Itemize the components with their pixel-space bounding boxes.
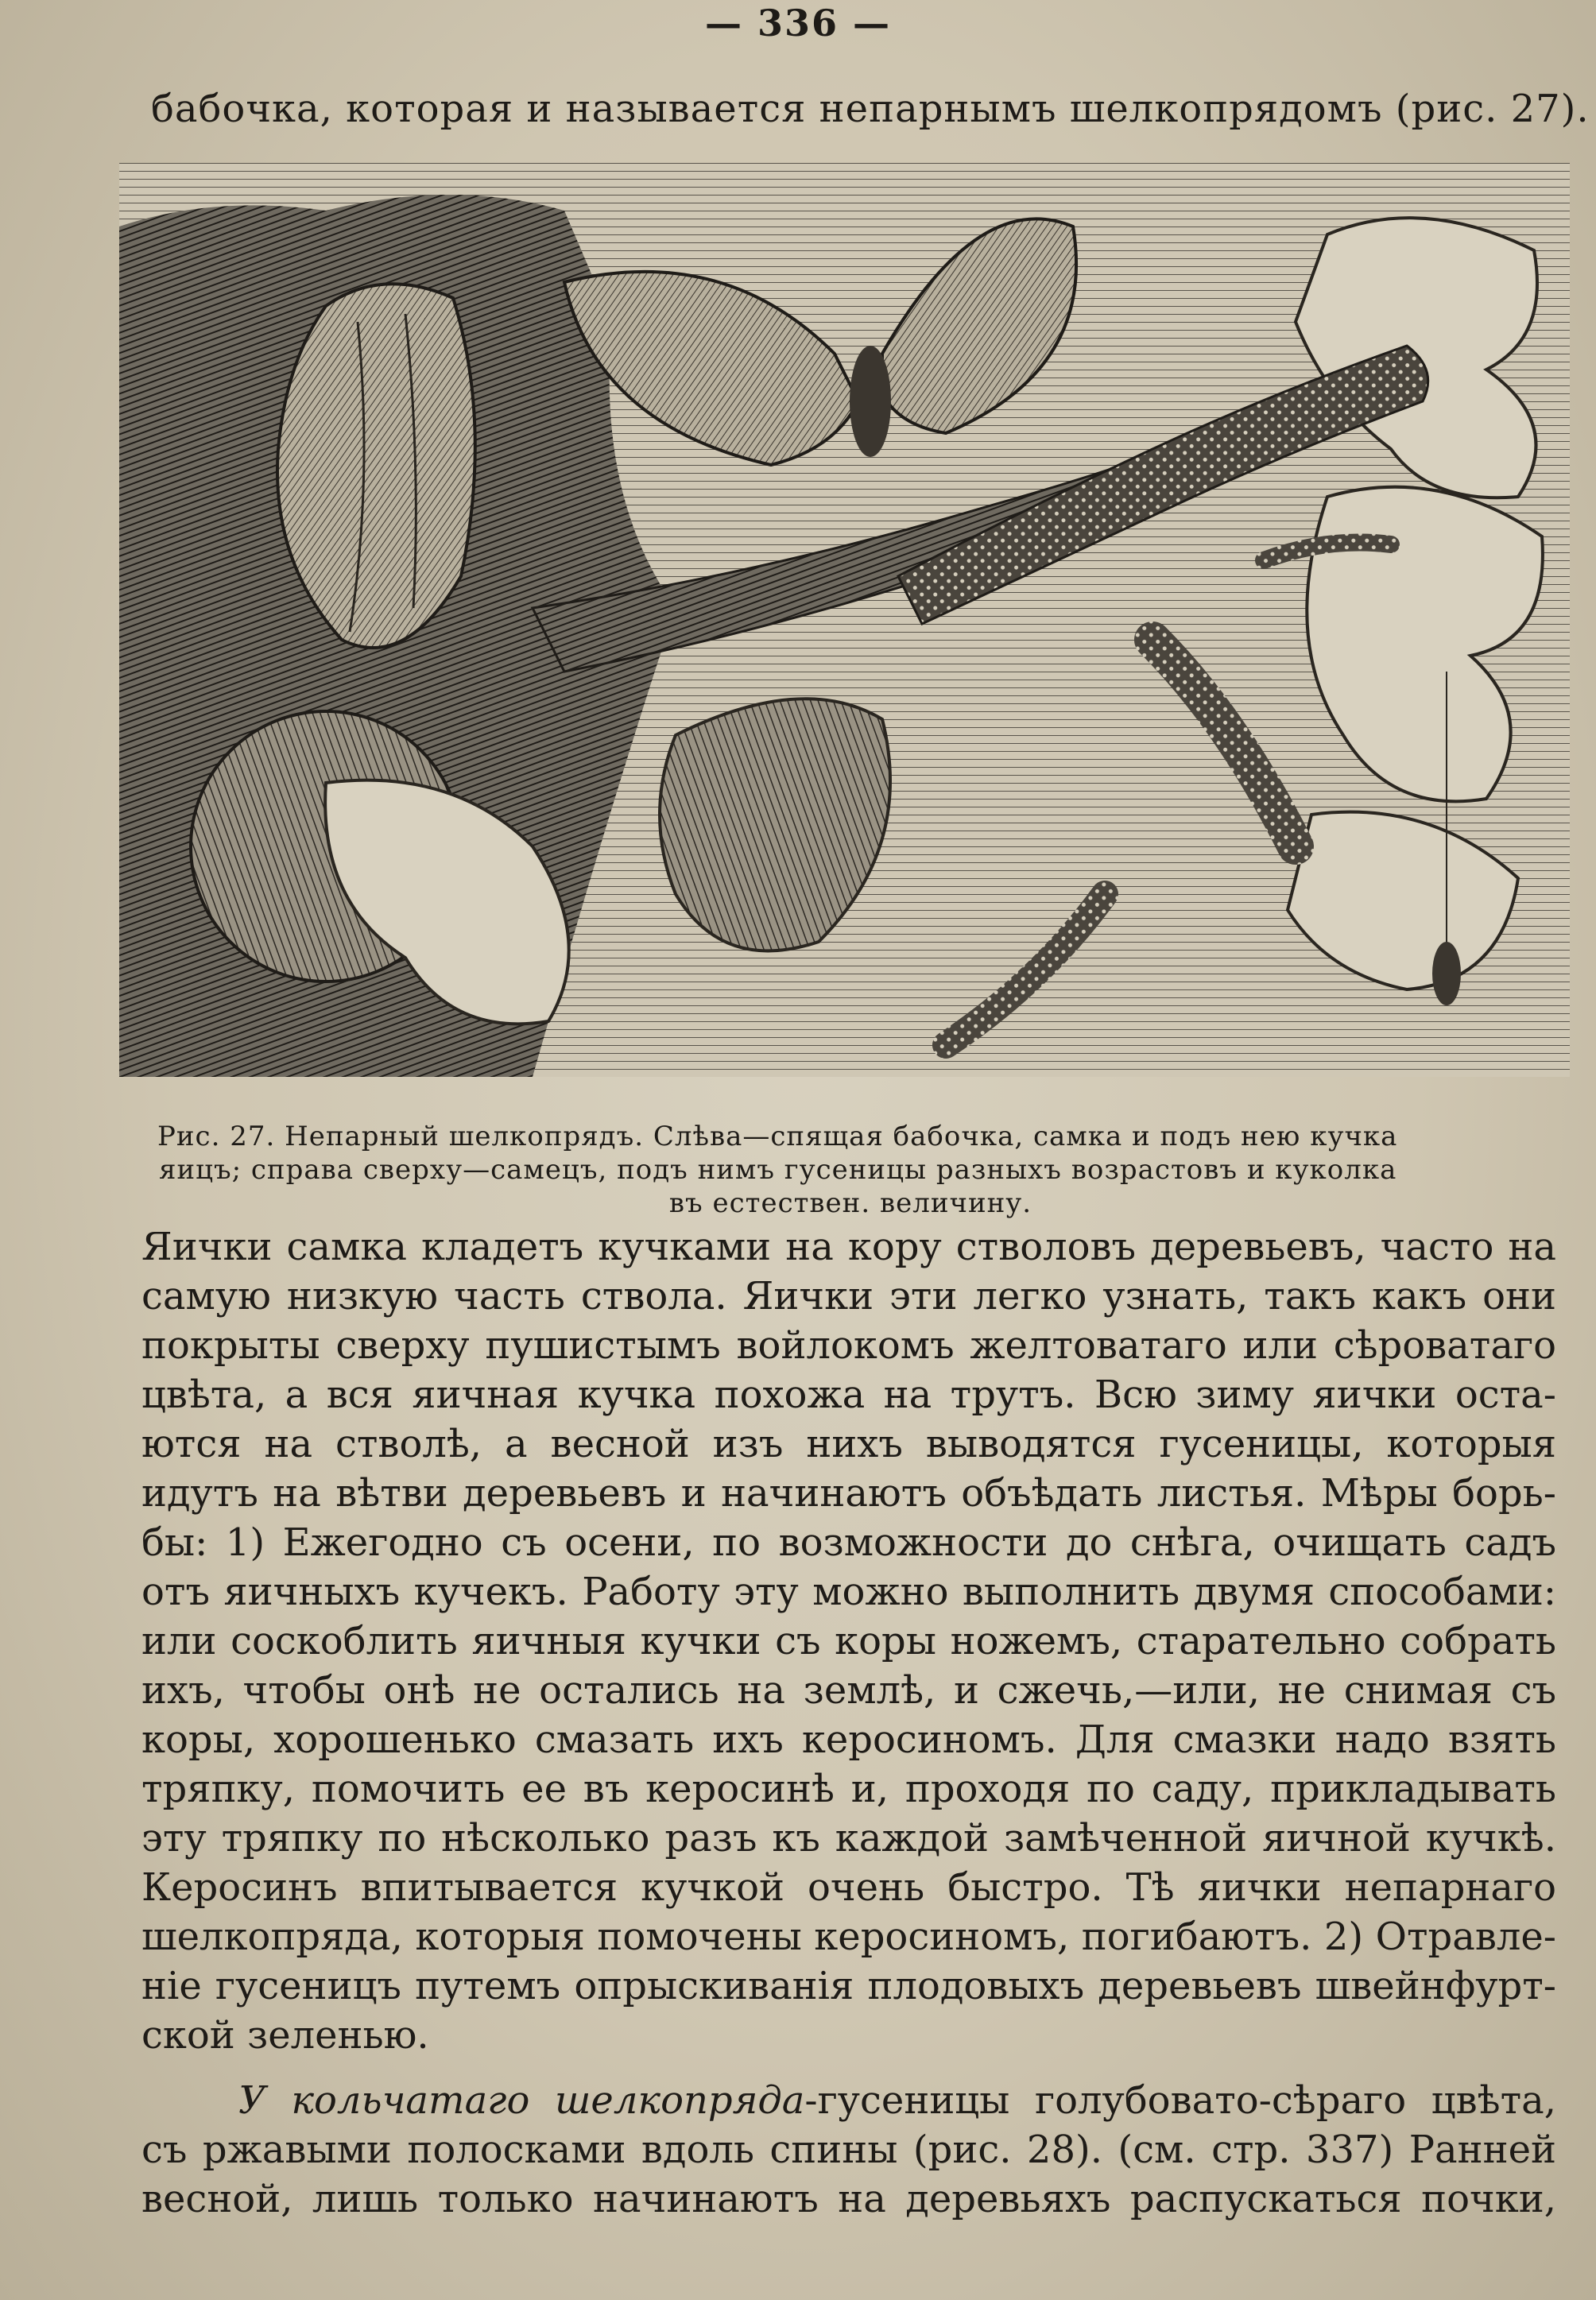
text-line: отъ яичныхъ кучекъ. Работу эту можно выполнить двумя способами: (141, 1570, 1556, 1614)
text-run: -гусеницы голубовато-сѣраго цвѣта, (804, 2078, 1556, 2123)
text-line: ихъ, чтобы онѣ не остались на землѣ, и сжечь,—или, не снимая съ (141, 1668, 1556, 1713)
text-line: ются на стволѣ, а весной изъ нихъ выводятся гусеницы, которыя (141, 1422, 1556, 1466)
figure-caption-line: яицъ; справа сверху—самецъ, подъ нимъ гусеницы разныхъ возрастовъ и куколка (159, 1154, 1397, 1186)
text-line: покрыты сверху пушистымъ войлокомъ желтоватаго или сѣроватаго (141, 1323, 1556, 1368)
text-line: нiе гусеницъ путемъ опрыскиванiя плодовыхъ деревьевъ швейнфурт- (141, 1964, 1556, 2008)
text-line: бы: 1) Ежегодно съ осени, по возможности до снѣга, очищать садъ (141, 1520, 1556, 1565)
text-line: или соскоблить яичныя кучки съ коры ножемъ, старательно собрать (141, 1619, 1556, 1663)
text-line: съ ржавыми полосками вдоль спины (рис. 28). (см. стр. 337) Ранней (141, 2128, 1556, 2172)
figure-caption-line: Рис. 27. Непарный шелкопрядъ. Слѣва—спящая бабочка, самка и подъ нею кучка (157, 1121, 1398, 1152)
text-line: коры, хорошенько смазать ихъ керосиномъ. Для смазки надо взять (141, 1717, 1556, 1762)
figure-27-engraving (119, 163, 1570, 1077)
text-line: шелкопряда, которыя помочены керосиномъ, погибаютъ. 2) Отравле- (141, 1915, 1556, 1959)
page-number: — 336 — (704, 2, 892, 45)
text-line: эту тряпку по нѣсколько разъ къ каждой замѣченной яичной кучкѣ. (141, 1816, 1556, 1861)
text-line: цвѣта, а вся яичная кучка похожа на трутъ. Всю зиму яички оста- (141, 1373, 1556, 1417)
text-line: самую низкую часть ствола. Яички эти легко узнать, такъ какъ они (141, 1274, 1556, 1318)
text-line: тряпку, помочить ее въ керосинѣ и, проходя по саду, прикладывать (141, 1767, 1556, 1811)
italic-term: У кольчатаго шелкопряда (238, 2078, 805, 2123)
text-line: весной, лишь только начинаютъ на деревьяхъ распускаться почки, (141, 2177, 1556, 2221)
text-line: Яички самка кладетъ кучками на кору стволовъ деревьевъ, часто на (141, 1225, 1556, 1269)
intro-line: бабочка, которая и называется непарнымъ шелкопрядомъ (рис. 27). (151, 87, 1590, 131)
text-line: ской зеленью. (141, 2013, 429, 2058)
text-line (238, 2077, 1556, 2124)
figure-caption-line: въ естествен. величину. (668, 1187, 1032, 1219)
text-line: идутъ на вѣтви деревьевъ и начинаютъ объѣдать листья. Мѣры борь- (141, 1471, 1556, 1516)
text-line: Керосинъ впитывается кучкой очень быстро. Тѣ яички непарнаго (141, 1865, 1556, 1910)
